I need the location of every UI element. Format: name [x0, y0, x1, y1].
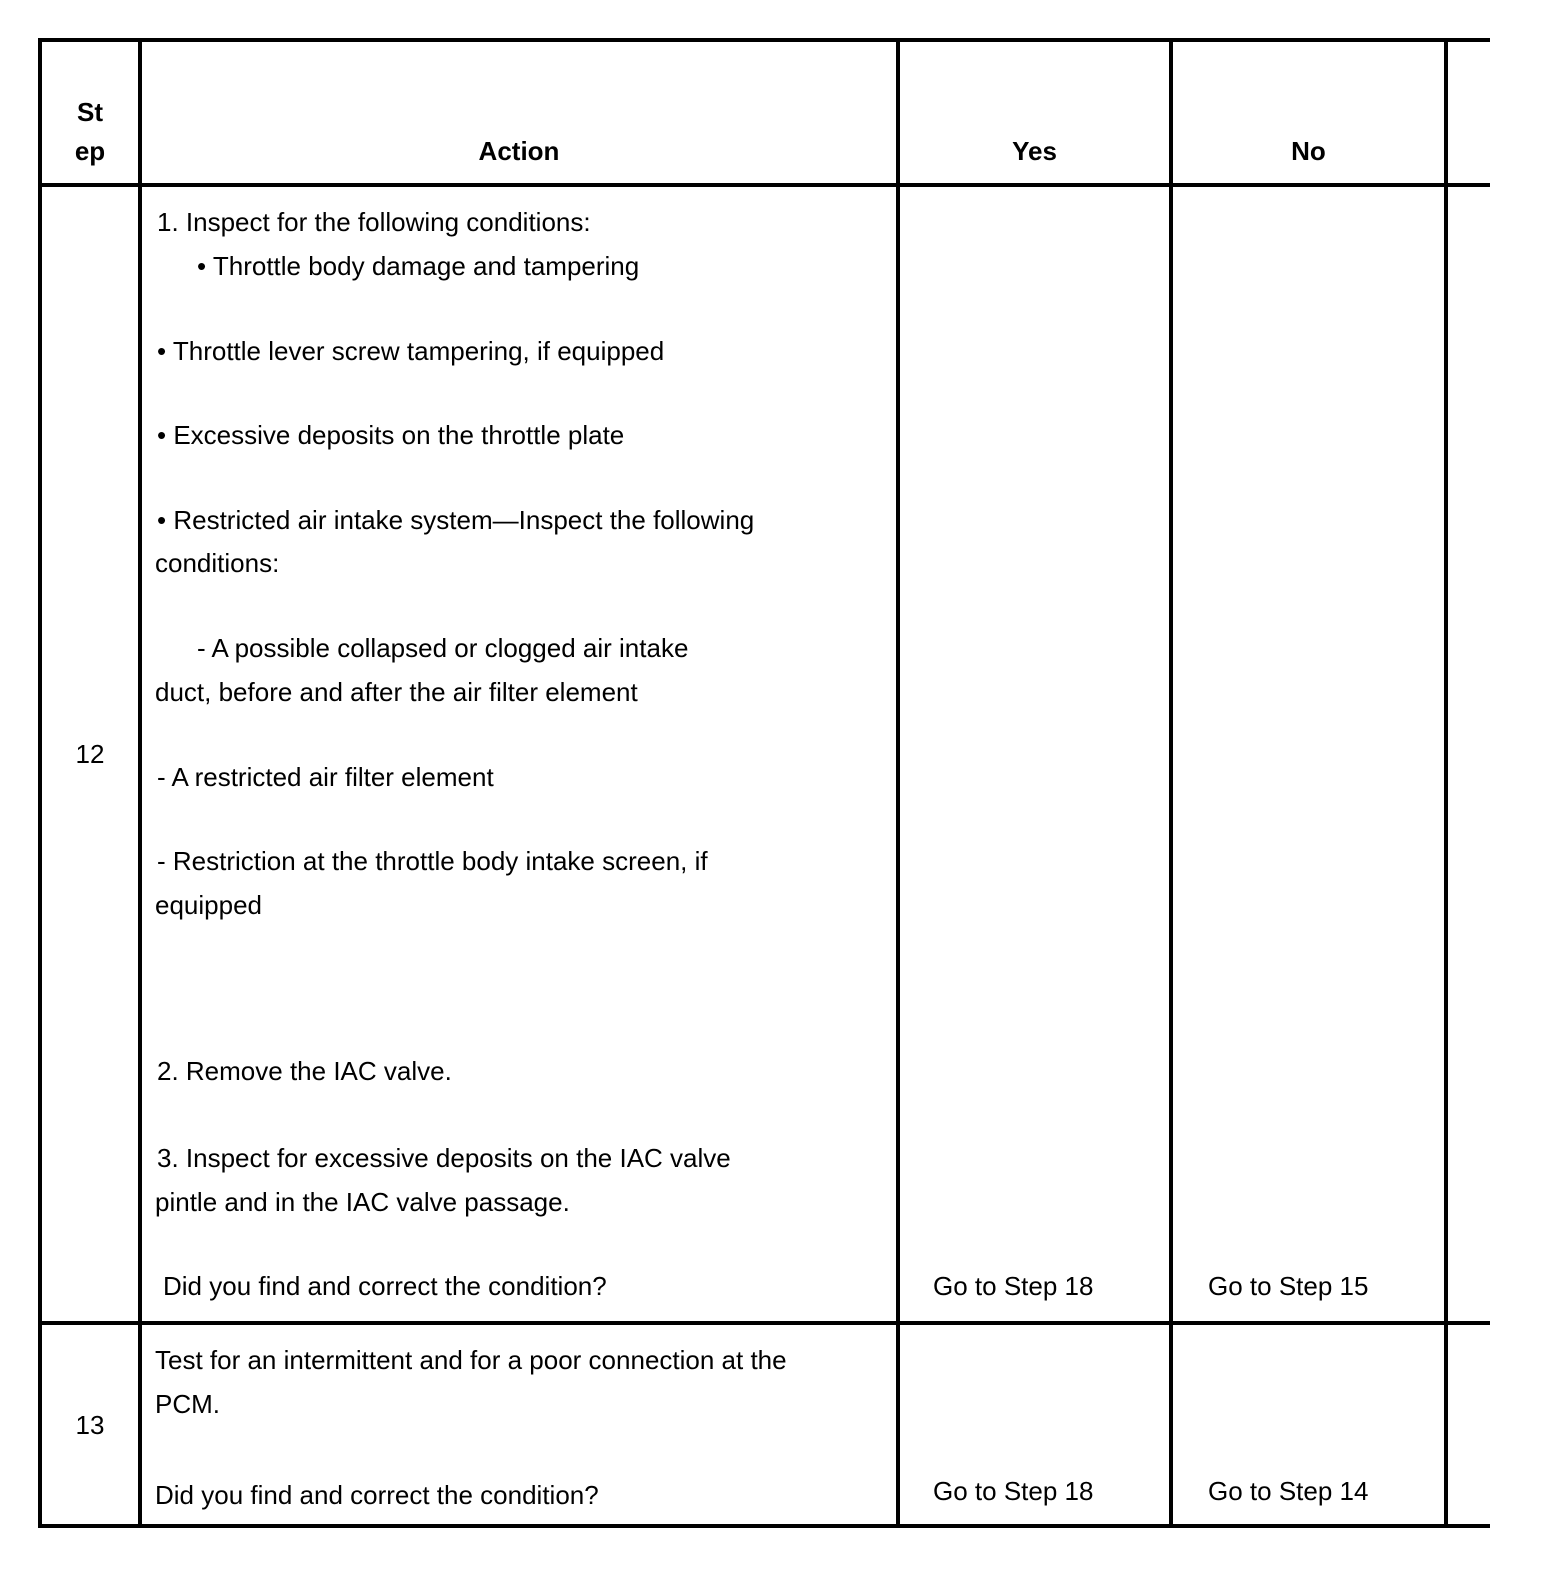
row-12-bullet-3: • Excessive deposits on the throttle plate [157, 420, 625, 450]
header-divider [38, 183, 1490, 187]
row-12-dash-1-line-1: - A possible collapsed or clogged air intake [197, 633, 689, 663]
header-no: No [1291, 136, 1326, 166]
row-12-item-1: 1. Inspect for the following conditions: [157, 207, 591, 237]
row-12-item-3-line-1: 3. Inspect for excessive deposits on the IAC valve [157, 1143, 731, 1173]
row-13-question: Did you find and correct the condition? [155, 1480, 599, 1510]
row-12-dash-3-line-1: - Restriction at the throttle body intake screen, if [157, 846, 708, 876]
table-border-left [38, 38, 42, 1528]
column-divider-yes [896, 38, 900, 1528]
row-13-no: Go to Step 14 [1208, 1476, 1369, 1506]
column-divider-action [138, 38, 142, 1528]
table-border-right [1444, 38, 1448, 1528]
header-action: Action [478, 136, 560, 166]
header-step-line1: St [77, 97, 103, 127]
table-border-bottom [38, 1524, 1490, 1528]
row-12-dash-2: - A restricted air filter element [157, 762, 494, 792]
row-12-question: Did you find and correct the condition? [163, 1271, 607, 1301]
row-12-bullet-4-line-2: conditions: [155, 548, 280, 578]
row-12-item-3-line-2: pintle and in the IAC valve passage. [155, 1187, 570, 1217]
row-12-item-2: 2. Remove the IAC valve. [157, 1056, 452, 1086]
row-12-dash-1-line-2: duct, before and after the air filter element [155, 677, 638, 707]
row-12-sub-bullet-1: • Throttle body damage and tampering [197, 251, 640, 281]
row-12-yes: Go to Step 18 [933, 1271, 1094, 1301]
row-12-bullet-2: • Throttle lever screw tampering, if equipped [157, 336, 665, 366]
header-step-line2: ep [74, 136, 106, 166]
row-12-step-number: 12 [75, 739, 105, 769]
row-13-action-line-2: PCM. [155, 1389, 220, 1419]
row-12-dash-3-line-2: equipped [155, 890, 262, 920]
row-13-step-number: 13 [75, 1410, 105, 1440]
header-yes: Yes [1012, 136, 1057, 166]
row-13-action-line-1: Test for an intermittent and for a poor connection at the [155, 1345, 787, 1375]
row-12-no: Go to Step 15 [1208, 1271, 1369, 1301]
row-12-bullet-4-line-1: • Restricted air intake system—Inspect the following [157, 505, 755, 535]
row-13-yes: Go to Step 18 [933, 1476, 1094, 1506]
row-divider [38, 1321, 1490, 1325]
table-border-top [38, 38, 1490, 42]
column-divider-no [1169, 38, 1173, 1528]
